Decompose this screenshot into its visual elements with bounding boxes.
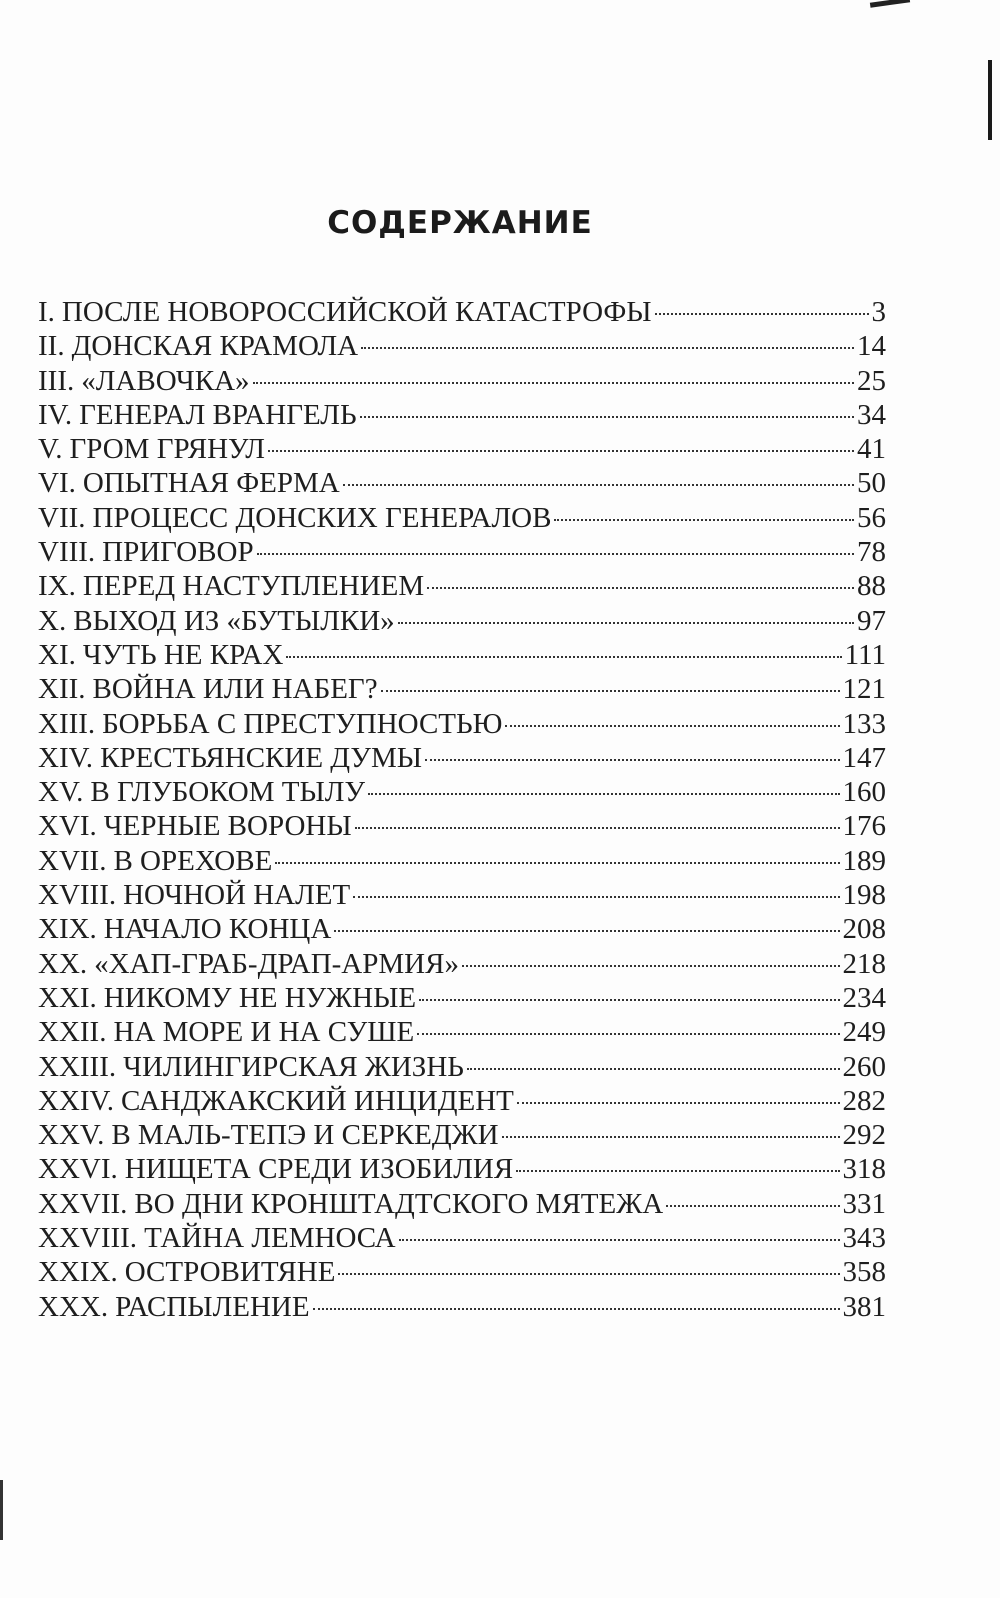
toc-entry (38, 536, 886, 570)
toc-page-number: 260 (842, 1050, 886, 1083)
toc-chapter-number: XXIII. (38, 1050, 117, 1083)
toc-chapter-title: НА МОРЕ И НА СУШЕ (113, 1016, 415, 1049)
toc-dot-leader (666, 1205, 839, 1207)
toc-dot-leader (338, 1273, 839, 1275)
toc-chapter-title: ЧУТЬ НЕ КРАХ (82, 638, 284, 671)
toc-page-number: 111 (844, 638, 886, 671)
toc-chapter-number: XIX. (38, 913, 97, 946)
toc-page-number: 88 (857, 570, 886, 603)
toc-chapter-title: ПРИГОВОР (102, 536, 254, 569)
toc-page-number: 234 (842, 981, 886, 1014)
toc-chapter-title: ЧЕРНЫЕ ВОРОНЫ (103, 810, 352, 843)
toc-page-number: 381 (842, 1290, 886, 1323)
toc-chapter-number: III. (38, 364, 75, 397)
toc-page-number: 249 (842, 1016, 886, 1049)
toc-entry (38, 296, 886, 330)
toc-chapter-number: V. (38, 433, 63, 466)
toc-chapter-title: ГЕНЕРАЛ ВРАНГЕЛЬ (79, 398, 357, 431)
toc-entry (38, 1153, 886, 1187)
toc-chapter-title: ВОЙНА ИЛИ НАБЕГ? (92, 673, 378, 706)
toc-dot-leader (253, 382, 854, 384)
toc-chapter-title: В МАЛЬ-ТЕПЭ И СЕРКЕДЖИ (111, 1119, 499, 1152)
toc-chapter-number: XXII. (38, 1016, 107, 1049)
toc-chapter-number: XI. (38, 638, 76, 671)
toc-dot-leader (268, 450, 854, 452)
toc-entry (38, 879, 886, 913)
toc-dot-leader (334, 930, 839, 932)
scan-edge-mark (0, 1480, 3, 1540)
toc-entry (38, 365, 886, 399)
toc-chapter-number: IX. (38, 570, 76, 603)
toc-dot-leader (257, 553, 854, 555)
toc-page-number: 160 (842, 776, 886, 809)
toc-page-number: 133 (842, 707, 886, 740)
toc-entry (38, 1051, 886, 1085)
toc-dot-leader (313, 1308, 840, 1310)
toc-chapter-number: XXIV. (38, 1084, 114, 1117)
toc-chapter-number: XXV. (38, 1119, 105, 1152)
toc-entry (38, 845, 886, 879)
toc-chapter-number: XIV. (38, 741, 94, 774)
toc-chapter-title: БОРЬБА С ПРЕСТУПНОСТЬЮ (102, 707, 503, 740)
toc-chapter-title: ПЕРЕД НАСТУПЛЕНИЕМ (82, 570, 425, 603)
scan-edge-mark (870, 0, 910, 8)
toc-entry (38, 433, 886, 467)
toc-entry (38, 1085, 886, 1119)
toc-chapter-title: «ЛАВОЧКА» (81, 364, 250, 397)
toc-chapter-number: VI. (38, 467, 76, 500)
toc-page-number: 218 (842, 947, 886, 980)
toc-page-number: 331 (842, 1187, 886, 1220)
table-of-contents (38, 296, 886, 1325)
toc-dot-leader (381, 690, 840, 692)
toc-page-number: 56 (857, 501, 886, 534)
toc-chapter-title: В ОРЕХОВЕ (113, 844, 273, 877)
toc-dot-leader (361, 347, 854, 349)
toc-chapter-title: ПРОЦЕСС ДОНСКИХ ГЕНЕРАЛОВ (92, 501, 552, 534)
toc-chapter-number: XII. (38, 673, 86, 706)
toc-chapter-number: XXVIII. (38, 1222, 138, 1255)
toc-chapter-title: ГРОМ ГРЯНУЛ (69, 433, 265, 466)
toc-dot-leader (399, 1239, 840, 1241)
toc-chapter-title: НАЧАЛО КОНЦА (103, 913, 332, 946)
toc-entry (38, 1119, 886, 1153)
toc-page-number: 25 (857, 364, 886, 397)
toc-chapter-number: XVIII. (38, 879, 117, 912)
toc-entry (38, 467, 886, 501)
toc-entry (38, 570, 886, 604)
toc-chapter-number: XXVI. (38, 1153, 118, 1186)
scan-edge-mark (988, 60, 992, 140)
toc-chapter-number: XXIX. (38, 1256, 118, 1289)
toc-dot-leader (355, 827, 840, 829)
toc-entry (38, 673, 886, 707)
toc-chapter-title: КРЕСТЬЯНСКИЕ ДУМЫ (100, 741, 423, 774)
toc-dot-leader (516, 1170, 839, 1172)
toc-chapter-number: XVII. (38, 844, 107, 877)
toc-page-number: 176 (842, 810, 886, 843)
page-title: СОДЕРЖАНИЕ (327, 205, 593, 241)
toc-chapter-title: ОСТРОВИТЯНЕ (124, 1256, 336, 1289)
toc-chapter-title: НИЩЕТА СРЕДИ ИЗОБИЛИЯ (124, 1153, 514, 1186)
toc-entry (38, 1291, 886, 1325)
toc-chapter-number: XXVII. (38, 1187, 128, 1220)
toc-entry (38, 1188, 886, 1222)
toc-chapter-title: ЧИЛИНГИРСКАЯ ЖИЗНЬ (123, 1050, 464, 1083)
toc-entry (38, 502, 886, 536)
toc-chapter-number: XIII. (38, 707, 96, 740)
toc-dot-leader (419, 999, 839, 1001)
toc-chapter-number: X. (38, 604, 67, 637)
toc-page-number: 97 (857, 604, 886, 637)
toc-dot-leader (425, 759, 839, 761)
toc-chapter-title: ВЫХОД ИЗ «БУТЫЛКИ» (73, 604, 395, 637)
toc-page-number: 208 (842, 913, 886, 946)
toc-page-number: 78 (857, 536, 886, 569)
toc-chapter-title: ТАЙНА ЛЕМНОСА (144, 1222, 396, 1255)
toc-entry (38, 708, 886, 742)
toc-dot-leader (462, 965, 840, 967)
toc-dot-leader (517, 1102, 840, 1104)
toc-page-number: 318 (842, 1153, 886, 1186)
toc-chapter-number: XV. (38, 776, 84, 809)
toc-dot-leader (398, 622, 854, 624)
toc-chapter-title: ПОСЛЕ НОВОРОССИЙСКОЙ КАТАСТРОФЫ (61, 296, 652, 328)
toc-entry (38, 1016, 886, 1050)
toc-dot-leader (467, 1068, 840, 1070)
toc-entry (38, 742, 886, 776)
toc-entry (38, 1222, 886, 1256)
toc-chapter-number: XVI. (38, 810, 97, 843)
toc-entry (38, 399, 886, 433)
toc-dot-leader (343, 484, 854, 486)
toc-entry (38, 330, 886, 364)
toc-chapter-number: I. (38, 296, 55, 328)
toc-page-number: 343 (842, 1222, 886, 1255)
toc-dot-leader (502, 1136, 840, 1138)
toc-page-number: 50 (857, 467, 886, 500)
toc-chapter-number: XXI. (38, 981, 97, 1014)
toc-page-number: 41 (857, 433, 886, 466)
toc-page-number: 34 (857, 398, 886, 431)
toc-chapter-title: В ГЛУБОКОМ ТЫЛУ (90, 776, 365, 809)
toc-page-number: 292 (842, 1119, 886, 1152)
toc-dot-leader (505, 725, 839, 727)
toc-entry (38, 913, 886, 947)
toc-chapter-number: II. (38, 330, 65, 363)
toc-page-number: 358 (842, 1256, 886, 1289)
toc-chapter-title: «ХАП-ГРАБ-ДРАП-АРМИЯ» (94, 947, 459, 980)
toc-dot-leader (360, 416, 854, 418)
toc-chapter-title: ОПЫТНАЯ ФЕРМА (82, 467, 340, 500)
toc-dot-leader (275, 862, 839, 864)
toc-chapter-title: ДОНСКАЯ КРАМОЛА (71, 330, 359, 363)
toc-chapter-title: РАСПЫЛЕНИЕ (115, 1290, 310, 1323)
toc-dot-leader (353, 896, 839, 898)
toc-page-number: 189 (842, 844, 886, 877)
toc-entry (38, 810, 886, 844)
toc-dot-leader (655, 313, 869, 315)
toc-page-number: 147 (842, 741, 886, 774)
toc-page-number: 14 (857, 330, 886, 363)
toc-chapter-number: IV. (38, 398, 73, 431)
toc-dot-leader (427, 587, 854, 589)
toc-page-number: 121 (842, 673, 886, 706)
toc-chapter-number: VIII. (38, 536, 96, 569)
toc-dot-leader (286, 656, 841, 658)
toc-entry (38, 639, 886, 673)
toc-entry (38, 776, 886, 810)
toc-page-number: 3 (871, 296, 886, 328)
toc-chapter-number: VII. (38, 501, 86, 534)
toc-chapter-number: XX. (38, 947, 88, 980)
toc-dot-leader (554, 519, 854, 521)
toc-page-number: 198 (842, 879, 886, 912)
toc-dot-leader (417, 1033, 839, 1035)
toc-entry (38, 1256, 886, 1290)
toc-chapter-title: САНДЖАКСКИЙ ИНЦИДЕНТ (121, 1084, 514, 1117)
toc-entry (38, 982, 886, 1016)
toc-entry (38, 605, 886, 639)
toc-dot-leader (368, 793, 840, 795)
toc-page-number: 282 (842, 1084, 886, 1117)
toc-chapter-number: XXX. (38, 1290, 109, 1323)
toc-chapter-title: ВО ДНИ КРОНШТАДТСКОГО МЯТЕЖА (134, 1187, 664, 1220)
toc-entry (38, 948, 886, 982)
toc-chapter-title: НИКОМУ НЕ НУЖНЫЕ (103, 981, 417, 1014)
toc-chapter-title: НОЧНОЙ НАЛЕТ (123, 879, 351, 912)
